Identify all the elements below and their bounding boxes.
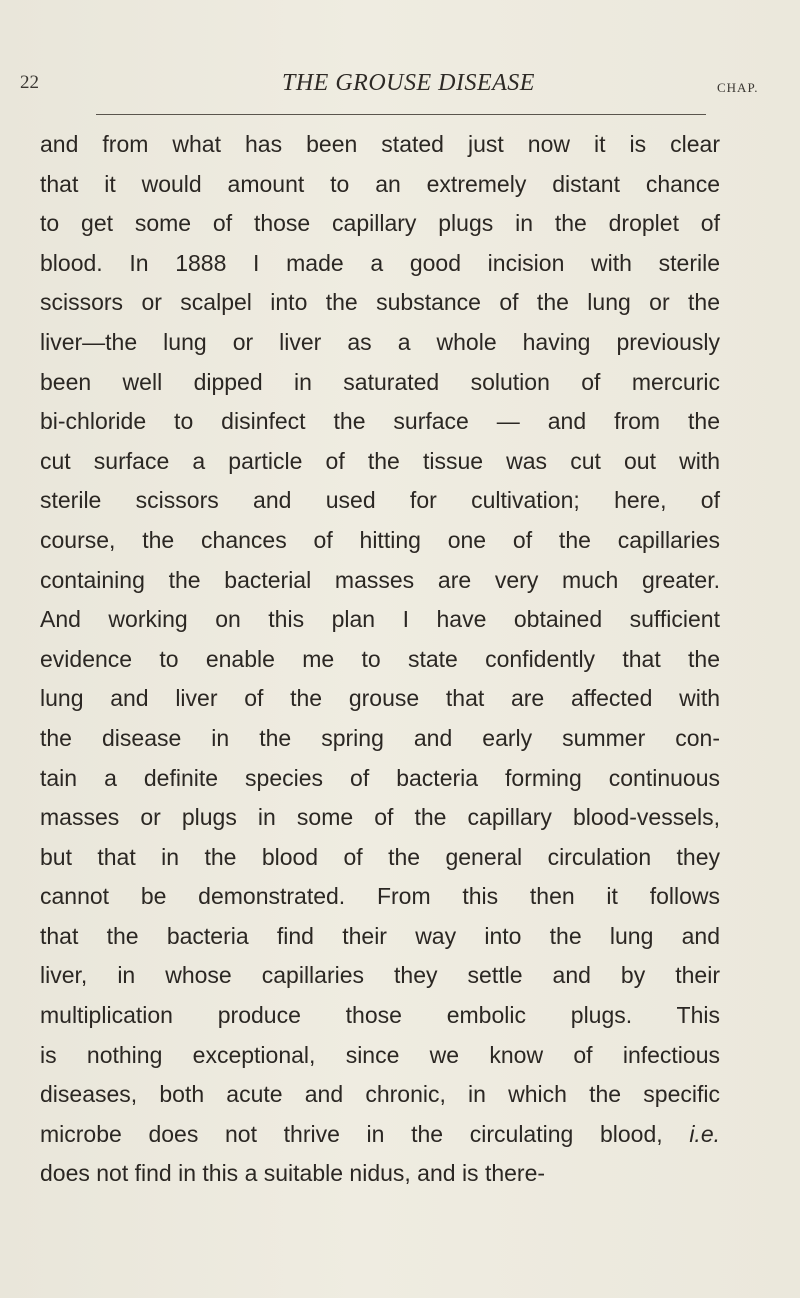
text-line: does not find in this a suitable nidus, and is there- (40, 1160, 546, 1187)
text-line: containing the bacterial masses are very much greater. (40, 566, 720, 593)
chapter-mark: CHAP. (717, 80, 759, 95)
text-line: cut surface a particle of the tissue was cut out with (40, 447, 720, 474)
text-line: is nothing exceptional, since we know of infectious (40, 1041, 720, 1068)
text-line: multiplication produce those embolic plugs. This (40, 1002, 720, 1029)
text-line: to get some of those capillary plugs in the droplet of (40, 210, 720, 237)
text-line: cannot be demonstrated. From this then it follows (40, 883, 720, 910)
text-line: and from what has been stated just now it is clear (40, 131, 720, 157)
text-line: tain a definite species of bacteria forming continuous (40, 764, 720, 791)
text-line: bi-chloride to disinfect the surface — and from the (40, 408, 720, 435)
text-line: that the bacteria find their way into the lung and (40, 922, 720, 949)
text-line-mixed (40, 1110, 720, 1150)
text-line: masses or plugs in some of the capillary blood-vessels, (40, 804, 720, 831)
text-line: scissors or scalpel into the substance of the lung or the (40, 289, 720, 316)
text-line: blood. In 1888 I made a good incision with sterile (40, 249, 720, 276)
text-line: course, the chances of hitting one of the capillaries (40, 526, 720, 553)
italic-abbreviation: i.e. (689, 1120, 720, 1147)
body-text (40, 120, 720, 1189)
text-line: diseases, both acute and chronic, in which the specific (40, 1081, 720, 1108)
text-line: sterile scissors and used for cultivation; here, of (40, 487, 720, 514)
text-line: liver—the lung or liver as a whole having previously (40, 328, 720, 355)
text-line: the disease in the spring and early summer con- (40, 724, 720, 751)
text-line: but that in the blood of the general circulation they (40, 843, 720, 870)
text-line: And working on this plan I have obtained sufficient (40, 606, 720, 633)
page-header (0, 72, 800, 112)
page-number: 22 (20, 72, 39, 93)
text-line: liver, in whose capillaries they settle and by their (40, 962, 720, 989)
text-line: evidence to enable me to state confidently that the (40, 645, 720, 672)
text-line-plain: microbe does not thrive in the circulating blood, (40, 1120, 663, 1147)
running-title: THE GROUSE DISEASE (282, 70, 535, 96)
text-line: lung and liver of the grouse that are affected with (40, 685, 720, 712)
header-rule (96, 114, 706, 115)
text-line: been well dipped in saturated solution of mercuric (40, 368, 720, 395)
text-line: that it would amount to an extremely distant chance (40, 170, 720, 197)
